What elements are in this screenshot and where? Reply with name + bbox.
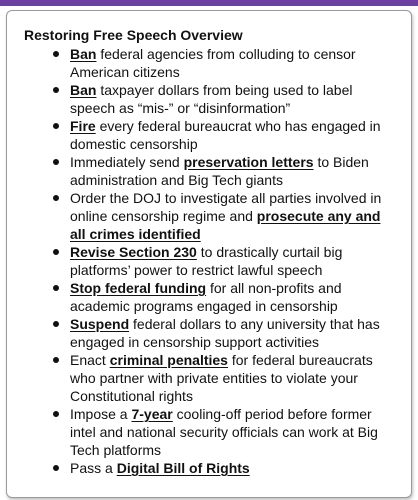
document-card — [6, 10, 412, 498]
bullet-dot-icon — [53, 123, 59, 129]
bullet-dot-icon — [53, 321, 59, 327]
bullet-dot-icon — [53, 159, 59, 165]
emphasized-text: Revise Section 230 — [70, 244, 197, 260]
bullet-dot-icon — [53, 87, 59, 93]
bullet-dot-icon — [53, 51, 59, 57]
bullet-dot-icon — [53, 195, 59, 201]
accent-top-bar — [0, 0, 418, 6]
emphasized-text: Ban — [70, 82, 97, 98]
list-item — [53, 405, 399, 459]
bullet-dot-icon — [53, 357, 59, 363]
list-item — [53, 243, 399, 279]
emphasized-text: Digital Bill of Rights — [116, 460, 250, 476]
emphasized-text: Stop federal funding — [70, 280, 207, 296]
item-text: for all non-profits and academic programs engaged in censorship — [70, 280, 342, 314]
item-text: Order the DOJ to investigate all parties involved in online censorship regime and — [70, 190, 382, 224]
list-item — [53, 81, 399, 117]
bullet-dot-icon — [53, 249, 59, 255]
bullet-dot-icon — [53, 285, 59, 291]
list-item — [53, 153, 399, 189]
item-text: federal agencies from colluding to censor American citizens — [70, 46, 356, 80]
item-text: taxpayer dollars from being used to label speech as “mis-” or “disinformation” — [70, 82, 353, 116]
emphasized-text: Ban — [70, 46, 97, 62]
emphasized-text: preservation letters — [183, 154, 314, 170]
list-item — [53, 189, 399, 243]
item-text: Enact — [70, 352, 110, 368]
item-text: to Biden administration and Big Tech giants — [70, 154, 369, 188]
item-text: to drastically curtail big platforms’ power to restrict lawful speech — [70, 244, 343, 278]
list-item — [53, 117, 399, 153]
list-item — [53, 459, 399, 477]
item-text: federal dollars to any university that has engaged in censorship support activities — [70, 316, 380, 350]
list-item — [53, 45, 399, 81]
list-item — [53, 315, 399, 351]
item-text: Impose a — [70, 406, 132, 422]
emphasized-text: Suspend — [70, 316, 130, 332]
item-text: Pass a — [70, 460, 117, 476]
emphasized-text: prosecute any and all crimes identified — [70, 208, 381, 242]
emphasized-text: 7-year — [131, 406, 173, 422]
item-text: cooling-off period before former intel and national security officials can work at Big Tech platforms — [70, 406, 378, 458]
item-text: Immediately send — [70, 154, 184, 170]
document-title: Restoring Free Speech Overview — [24, 27, 243, 43]
list-item — [53, 351, 399, 405]
item-text: for federal bureaucrats who partner with private entities to violate your Constitutional rights — [70, 352, 373, 404]
item-text: every federal bureaucrat who has engaged in domestic censorship — [70, 118, 381, 152]
bullet-dot-icon — [53, 465, 59, 471]
bullet-list — [24, 45, 399, 477]
bullet-dot-icon — [53, 411, 59, 417]
emphasized-text: criminal penalties — [109, 352, 228, 368]
emphasized-text: Fire — [70, 118, 96, 134]
list-item — [53, 279, 399, 315]
